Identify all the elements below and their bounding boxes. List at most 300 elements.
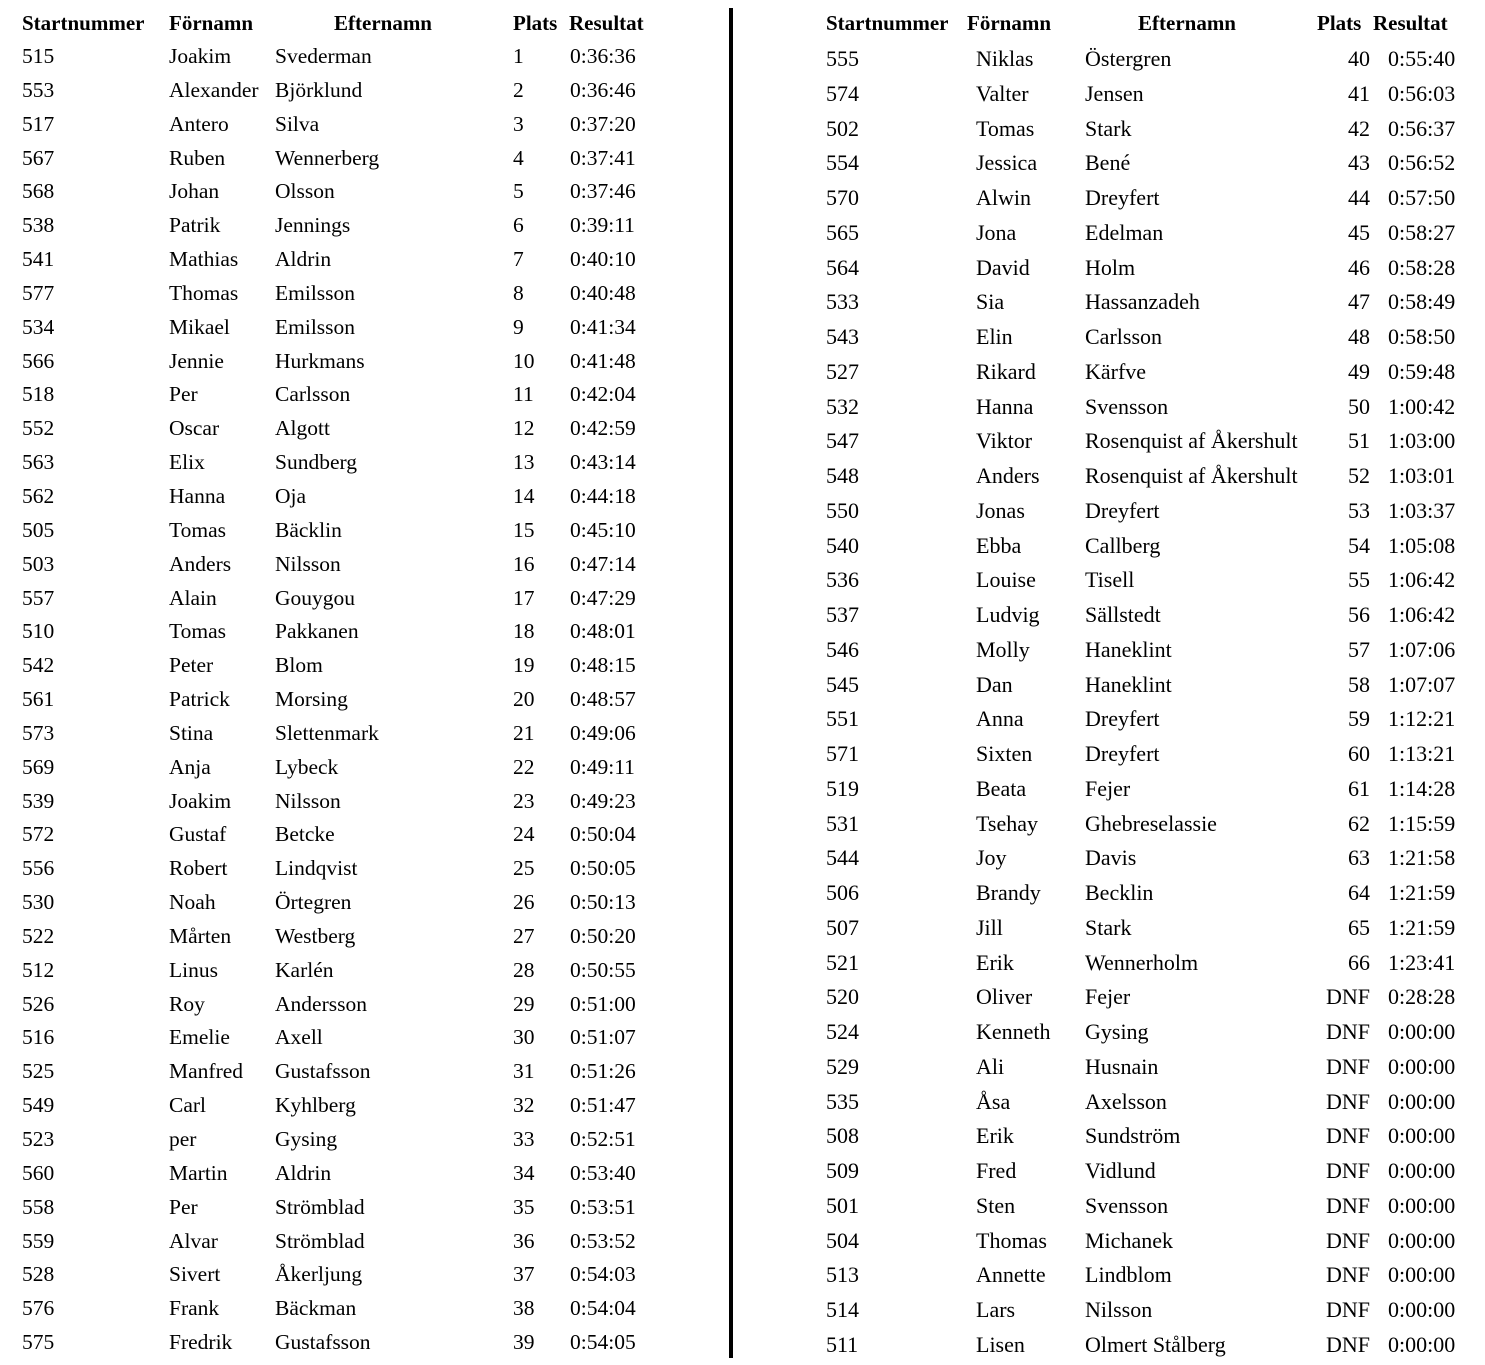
cell-fornamn: Oliver <box>976 984 1033 1010</box>
cell-startnummer: 520 <box>826 984 859 1010</box>
cell-plats: 11 <box>513 382 534 407</box>
cell-resultat: 0:00:00 <box>1388 1297 1456 1322</box>
table-row <box>826 633 1476 668</box>
cell-resultat: 0:50:05 <box>570 856 636 881</box>
cell-startnummer: 525 <box>22 1059 55 1084</box>
cell-resultat: 0:28:28 <box>1388 984 1456 1010</box>
cell-fornamn: Erik <box>976 949 1014 975</box>
cell-startnummer: 557 <box>22 585 55 610</box>
header-plats: Plats <box>1317 11 1362 35</box>
cell-plats: DNF <box>1325 1123 1370 1149</box>
cell-efternamn: Sundberg <box>275 450 358 475</box>
cell-efternamn: Stark <box>1085 115 1132 141</box>
cell-efternamn: Jennings <box>275 213 351 238</box>
cell-plats: 53 <box>1348 497 1370 523</box>
table-row <box>22 785 712 819</box>
table-row <box>22 1191 712 1225</box>
table-row <box>826 563 1476 598</box>
table-row <box>22 920 712 954</box>
table-row <box>22 1326 712 1360</box>
cell-efternamn: Hurkmans <box>275 348 365 373</box>
cell-plats: 52 <box>1348 463 1370 488</box>
cell-fornamn: Elin <box>976 324 1013 349</box>
cell-plats: 36 <box>513 1228 535 1253</box>
cell-startnummer: 555 <box>826 46 859 71</box>
cell-efternamn: Slettenmark <box>275 720 379 745</box>
cell-efternamn: Kärfve <box>1085 358 1147 384</box>
cell-startnummer: 545 <box>826 671 859 697</box>
cell-fornamn: Gustaf <box>169 822 227 847</box>
cell-efternamn: Betcke <box>275 822 335 847</box>
table-row <box>22 311 712 345</box>
cell-fornamn: Jona <box>976 219 1017 245</box>
cell-fornamn: Roy <box>169 991 205 1016</box>
table-row <box>22 615 712 649</box>
table-row <box>22 751 712 785</box>
cell-resultat: 1:06:42 <box>1388 567 1456 593</box>
cell-fornamn: Frank <box>169 1296 220 1321</box>
table-row <box>22 142 712 176</box>
cell-resultat: 0:00:00 <box>1388 1227 1456 1253</box>
table-row <box>826 1085 1476 1120</box>
cell-efternamn: Michanek <box>1085 1227 1173 1253</box>
cell-resultat: 0:40:10 <box>570 247 636 272</box>
cell-plats: 29 <box>513 991 535 1016</box>
cell-resultat: 0:51:47 <box>570 1093 636 1118</box>
cell-plats: DNF <box>1325 1331 1370 1357</box>
cell-startnummer: 506 <box>826 880 859 905</box>
cell-startnummer: 512 <box>22 957 55 982</box>
cell-resultat: 0:59:48 <box>1388 358 1456 384</box>
cell-fornamn: Joakim <box>169 44 232 68</box>
cell-efternamn: Nilsson <box>275 551 341 576</box>
cell-plats: 48 <box>1348 324 1370 349</box>
cell-plats: 28 <box>513 957 535 982</box>
cell-fornamn: Oscar <box>169 416 220 441</box>
cell-startnummer: 518 <box>22 382 55 407</box>
cell-efternamn: Kyhlberg <box>275 1093 356 1118</box>
cell-resultat: 1:21:58 <box>1388 845 1456 871</box>
cell-plats: 8 <box>513 280 524 305</box>
table-row <box>826 112 1476 147</box>
table-row <box>826 702 1476 737</box>
cell-resultat: 0:57:50 <box>1388 185 1456 210</box>
cell-plats: 34 <box>513 1160 535 1185</box>
cell-efternamn: Dreyfert <box>1085 185 1160 210</box>
cell-efternamn: Gysing <box>275 1127 338 1151</box>
cell-efternamn: Axell <box>275 1025 323 1050</box>
cell-fornamn: Hanna <box>976 393 1034 419</box>
cell-resultat: 0:50:04 <box>570 822 636 847</box>
cell-fornamn: Joy <box>976 845 1007 871</box>
table-body <box>22 40 712 1360</box>
cell-plats: 30 <box>513 1025 535 1050</box>
cell-plats: 19 <box>513 653 535 678</box>
cell-startnummer: 574 <box>826 80 859 106</box>
cell-startnummer: 542 <box>22 653 55 678</box>
cell-efternamn: Stark <box>1085 914 1132 940</box>
cell-efternamn: Pakkanen <box>275 619 359 644</box>
cell-resultat: 1:07:06 <box>1388 636 1456 662</box>
cell-resultat: 1:03:01 <box>1388 463 1456 488</box>
table-row <box>826 1189 1476 1224</box>
cell-startnummer: 565 <box>826 219 859 245</box>
cell-efternamn: Dreyfert <box>1085 497 1160 523</box>
cell-fornamn: per <box>169 1127 197 1151</box>
cell-fornamn: Ali <box>976 1053 1005 1079</box>
cell-startnummer: 560 <box>22 1160 55 1185</box>
results-table-left <box>22 0 712 1360</box>
table-row <box>22 175 712 209</box>
cell-plats: 59 <box>1348 706 1370 732</box>
cell-resultat: 0:56:52 <box>1388 150 1456 176</box>
cell-resultat: 0:51:00 <box>570 991 636 1016</box>
cell-resultat: 0:00:00 <box>1388 1331 1456 1357</box>
table-row <box>826 216 1476 251</box>
table-row <box>22 1123 712 1157</box>
table-row <box>22 108 712 142</box>
cell-startnummer: 523 <box>22 1127 55 1151</box>
cell-fornamn: Ludvig <box>976 602 1040 627</box>
cell-fornamn: Åsa <box>976 1088 1011 1114</box>
cell-fornamn: Martin <box>169 1160 228 1185</box>
cell-resultat: 0:00:00 <box>1388 1088 1456 1114</box>
cell-efternamn: Lindblom <box>1085 1262 1172 1288</box>
table-header <box>22 0 712 40</box>
cell-fornamn: Ruben <box>169 145 226 170</box>
cell-startnummer: 507 <box>826 914 859 940</box>
cell-efternamn: Haneklint <box>1085 671 1172 697</box>
cell-plats: 56 <box>1348 602 1370 627</box>
cell-resultat: 1:05:08 <box>1388 532 1456 558</box>
table-row <box>826 1224 1476 1259</box>
cell-resultat: 0:53:51 <box>570 1194 636 1219</box>
cell-fornamn: Sia <box>976 289 1005 315</box>
cell-efternamn: Olsson <box>275 179 335 204</box>
cell-startnummer: 552 <box>22 416 55 441</box>
cell-efternamn: Svensson <box>1085 393 1169 419</box>
table-row <box>22 954 712 988</box>
cell-resultat: 0:45:10 <box>570 517 636 542</box>
cell-fornamn: David <box>976 254 1030 280</box>
cell-plats: DNF <box>1325 1262 1370 1288</box>
table-row <box>826 946 1476 981</box>
cell-fornamn: Mikael <box>169 314 230 339</box>
cell-resultat: 0:00:00 <box>1388 1158 1456 1183</box>
table-row <box>22 649 712 683</box>
table-row <box>826 181 1476 216</box>
cell-plats: 1 <box>513 44 524 68</box>
cell-efternamn: Fejer <box>1085 984 1131 1010</box>
cell-resultat: 0:37:46 <box>570 179 636 204</box>
cell-resultat: 0:53:40 <box>570 1160 636 1185</box>
results-table-right <box>826 0 1476 1363</box>
table-row <box>826 1293 1476 1328</box>
cell-efternamn: Bené <box>1085 150 1131 176</box>
table-row <box>826 598 1476 633</box>
cell-plats: 40 <box>1348 46 1370 71</box>
table-row <box>826 1258 1476 1293</box>
cell-plats: 13 <box>513 450 535 475</box>
cell-fornamn: Anja <box>169 754 211 779</box>
header-startnummer: Startnummer <box>826 11 949 35</box>
cell-resultat: 0:50:13 <box>570 890 636 915</box>
cell-fornamn: Thomas <box>976 1227 1047 1253</box>
cell-resultat: 0:42:04 <box>570 382 636 407</box>
header-fornamn: Förnamn <box>169 11 253 35</box>
table-row <box>22 1258 712 1292</box>
cell-fornamn: Per <box>169 1194 198 1219</box>
table-row <box>826 146 1476 181</box>
cell-fornamn: Erik <box>976 1123 1014 1149</box>
cell-startnummer: 532 <box>826 393 859 419</box>
cell-resultat: 0:37:20 <box>570 111 636 136</box>
cell-startnummer: 548 <box>826 463 859 488</box>
cell-startnummer: 550 <box>826 497 859 523</box>
cell-startnummer: 515 <box>22 44 55 68</box>
cell-resultat: 0:00:00 <box>1388 1192 1456 1218</box>
cell-efternamn: Morsing <box>275 687 348 712</box>
cell-fornamn: Jonas <box>976 497 1025 523</box>
cell-plats: 65 <box>1348 914 1370 940</box>
cell-startnummer: 505 <box>22 517 55 542</box>
cell-efternamn: Örtegren <box>275 890 352 915</box>
cell-efternamn: Becklin <box>1085 880 1154 905</box>
cell-plats: 44 <box>1348 185 1370 210</box>
cell-fornamn: Dan <box>976 671 1013 697</box>
cell-startnummer: 547 <box>826 428 859 454</box>
cell-plats: 55 <box>1348 567 1370 593</box>
cell-startnummer: 572 <box>22 822 55 847</box>
cell-fornamn: Tomas <box>976 115 1035 141</box>
cell-resultat: 0:55:40 <box>1388 46 1456 71</box>
cell-startnummer: 508 <box>826 1123 859 1149</box>
cell-efternamn: Blom <box>275 653 323 678</box>
cell-efternamn: Bäckman <box>275 1296 357 1321</box>
cell-fornamn: Tomas <box>169 619 227 644</box>
cell-plats: 63 <box>1348 845 1370 871</box>
cell-efternamn: Bäcklin <box>275 517 342 542</box>
cell-resultat: 0:40:48 <box>570 280 636 305</box>
table-row <box>826 841 1476 876</box>
cell-efternamn: Gustafsson <box>275 1330 371 1355</box>
cell-fornamn: Hanna <box>169 483 226 508</box>
cell-plats: 3 <box>513 111 524 136</box>
cell-plats: 25 <box>513 856 535 881</box>
cell-startnummer: 566 <box>22 348 55 373</box>
cell-fornamn: Anders <box>976 463 1040 488</box>
cell-startnummer: 516 <box>22 1025 55 1050</box>
cell-plats: 12 <box>513 416 535 441</box>
table-row <box>22 345 712 379</box>
header-efternamn: Efternamn <box>334 11 432 35</box>
table-row <box>22 582 712 616</box>
cell-fornamn: Manfred <box>169 1059 244 1084</box>
cell-plats: 47 <box>1348 289 1370 315</box>
cell-fornamn: Niklas <box>976 46 1034 71</box>
cell-efternamn: Gysing <box>1085 1019 1149 1044</box>
header-resultat: Resultat <box>1373 11 1448 35</box>
cell-fornamn: Alexander <box>169 77 259 102</box>
cell-fornamn: Antero <box>169 111 229 136</box>
cell-plats: 27 <box>513 923 535 948</box>
table-row <box>826 355 1476 390</box>
table-row <box>826 807 1476 842</box>
table-row <box>22 446 712 480</box>
cell-efternamn: Husnain <box>1085 1053 1159 1079</box>
cell-startnummer: 553 <box>22 77 55 102</box>
cell-plats: 4 <box>513 145 524 170</box>
cell-resultat: 0:56:03 <box>1388 80 1456 106</box>
cell-startnummer: 568 <box>22 179 55 204</box>
cell-plats: 51 <box>1348 428 1370 454</box>
cell-efternamn: Strömblad <box>275 1228 365 1253</box>
cell-efternamn: Dreyfert <box>1085 741 1160 766</box>
header-plats: Plats <box>513 11 558 35</box>
table-row <box>22 1225 712 1259</box>
cell-startnummer: 536 <box>826 567 859 593</box>
cell-fornamn: Tomas <box>169 517 227 542</box>
cell-startnummer: 521 <box>826 949 859 975</box>
table-row <box>826 459 1476 494</box>
cell-startnummer: 567 <box>22 145 55 170</box>
cell-fornamn: Anders <box>169 551 232 576</box>
cell-startnummer: 549 <box>22 1093 55 1118</box>
table-row <box>826 390 1476 425</box>
table-row <box>826 876 1476 911</box>
cell-plats: 26 <box>513 890 535 915</box>
table-row <box>826 911 1476 946</box>
table-row <box>22 378 712 412</box>
cell-startnummer: 504 <box>826 1227 859 1253</box>
cell-efternamn: Algott <box>275 416 330 441</box>
cell-startnummer: 528 <box>22 1262 55 1287</box>
table-row <box>826 980 1476 1015</box>
cell-startnummer: 522 <box>22 923 55 948</box>
table-row <box>22 1292 712 1326</box>
cell-resultat: 1:13:21 <box>1388 741 1456 766</box>
cell-efternamn: Carlsson <box>1085 324 1162 349</box>
cell-efternamn: Karlén <box>275 957 334 982</box>
table-row <box>826 251 1476 286</box>
cell-fornamn: Jessica <box>976 150 1038 176</box>
cell-plats: DNF <box>1325 1297 1370 1322</box>
cell-resultat: 0:58:28 <box>1388 254 1456 280</box>
cell-resultat: 1:00:42 <box>1388 393 1456 419</box>
cell-resultat: 0:50:20 <box>570 923 636 948</box>
cell-resultat: 0:54:03 <box>570 1262 636 1287</box>
cell-fornamn: Patrik <box>169 213 221 238</box>
header-resultat: Resultat <box>569 11 644 35</box>
cell-fornamn: Fredrik <box>169 1330 233 1355</box>
cell-startnummer: 561 <box>22 687 55 712</box>
cell-plats: 49 <box>1348 358 1370 384</box>
table-row <box>22 277 712 311</box>
cell-plats: 64 <box>1348 880 1370 905</box>
cell-fornamn: Sten <box>976 1192 1016 1218</box>
cell-plats: 54 <box>1348 532 1370 558</box>
table-row <box>22 852 712 886</box>
cell-fornamn: Alwin <box>976 185 1031 210</box>
cell-startnummer: 569 <box>22 754 55 779</box>
cell-resultat: 1:21:59 <box>1388 914 1456 940</box>
column-divider <box>729 8 733 1358</box>
table-row <box>22 1055 712 1089</box>
cell-plats: 20 <box>513 687 535 712</box>
cell-resultat: 0:48:15 <box>570 653 636 678</box>
cell-fornamn: Fred <box>976 1158 1017 1183</box>
cell-plats: 38 <box>513 1296 535 1321</box>
table-row <box>22 683 712 717</box>
cell-startnummer: 573 <box>22 720 55 745</box>
cell-fornamn: Ebba <box>976 532 1022 558</box>
cell-fornamn: Emelie <box>169 1025 230 1050</box>
table-row <box>826 772 1476 807</box>
cell-plats: 21 <box>513 720 535 745</box>
cell-plats: 57 <box>1348 636 1370 662</box>
cell-resultat: 0:00:00 <box>1388 1053 1456 1079</box>
cell-resultat: 0:51:26 <box>570 1059 636 1084</box>
cell-plats: DNF <box>1325 1088 1370 1114</box>
cell-plats: 42 <box>1348 115 1370 141</box>
cell-fornamn: Viktor <box>976 428 1033 454</box>
cell-plats: 18 <box>513 619 535 644</box>
cell-plats: DNF <box>1325 984 1370 1010</box>
cell-fornamn: Anna <box>976 706 1024 732</box>
cell-startnummer: 576 <box>22 1296 55 1321</box>
cell-efternamn: Oja <box>275 483 307 508</box>
cell-efternamn: Emilsson <box>275 314 356 339</box>
cell-fornamn: Lisen <box>976 1331 1025 1357</box>
cell-startnummer: 575 <box>22 1330 55 1355</box>
cell-efternamn: Andersson <box>275 991 367 1016</box>
cell-fornamn: Jill <box>976 914 1003 940</box>
cell-resultat: 0:54:04 <box>570 1296 636 1321</box>
cell-startnummer: 519 <box>826 775 859 801</box>
cell-startnummer: 544 <box>826 845 859 871</box>
cell-fornamn: Lars <box>976 1297 1016 1322</box>
cell-startnummer: 529 <box>826 1053 859 1079</box>
cell-efternamn: Holm <box>1085 254 1136 280</box>
table-row <box>826 529 1476 564</box>
cell-resultat: 1:15:59 <box>1388 810 1456 836</box>
cell-efternamn: Haneklint <box>1085 636 1172 662</box>
header-fornamn: Förnamn <box>967 11 1051 35</box>
cell-resultat: 0:54:05 <box>570 1330 636 1355</box>
cell-resultat: 0:36:46 <box>570 77 636 102</box>
cell-efternamn: Svensson <box>1085 1192 1169 1218</box>
cell-efternamn: Edelman <box>1085 219 1164 245</box>
cell-resultat: 0:58:27 <box>1388 219 1456 245</box>
cell-plats: DNF <box>1325 1053 1370 1079</box>
table-row <box>826 1154 1476 1189</box>
cell-plats: 43 <box>1348 150 1370 176</box>
cell-plats: DNF <box>1325 1192 1370 1218</box>
cell-efternamn: Wennerholm <box>1085 949 1199 975</box>
cell-resultat: 0:48:57 <box>570 687 636 712</box>
cell-startnummer: 556 <box>22 856 55 881</box>
cell-startnummer: 538 <box>22 213 55 238</box>
cell-resultat: 1:03:37 <box>1388 497 1456 523</box>
table-row <box>826 1050 1476 1085</box>
cell-efternamn: Sällstedt <box>1085 602 1161 627</box>
cell-resultat: 0:53:52 <box>570 1228 636 1253</box>
table-row <box>22 209 712 243</box>
cell-efternamn: Rosenquist af Åkershult <box>1085 428 1298 454</box>
header-startnummer: Startnummer <box>22 11 145 35</box>
table-row <box>826 668 1476 703</box>
cell-startnummer: 524 <box>826 1019 859 1044</box>
